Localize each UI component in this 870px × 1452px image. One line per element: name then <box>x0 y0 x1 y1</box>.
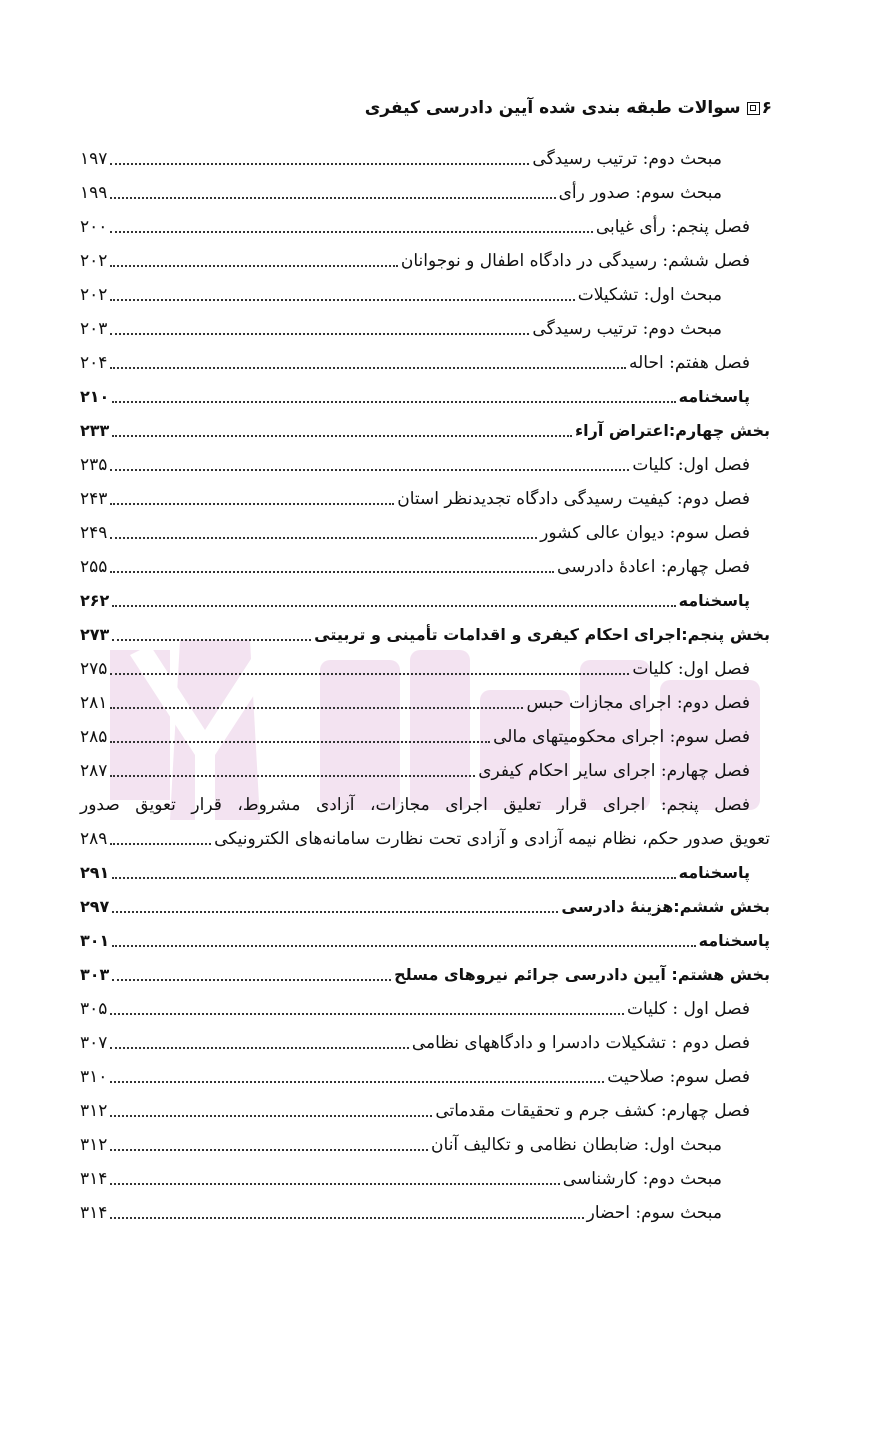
toc-entry[interactable]: فصل سوم: دیوان عالی کشور ۲۴۹ <box>80 523 750 543</box>
toc-entry[interactable]: فصل اول: کلیات ۲۳۵ <box>80 455 750 475</box>
toc-entry[interactable]: فصل اول : کلیات ۳۰۵ <box>80 999 750 1019</box>
toc-entry[interactable]: فصل سوم: اجرای محکومیتهای مالی ۲۸۵ <box>80 727 750 747</box>
toc-entry[interactable]: فصل ششم: رسیدگی در دادگاه اطفال و نوجوانان ۲۰۲ <box>80 251 750 271</box>
toc-entry[interactable]: پاسخنامه ۲۱۰ <box>80 387 750 406</box>
toc-entry[interactable]: بخش چهارم:اعتراض آراء ۲۳۳ <box>80 421 770 440</box>
toc-entry[interactable]: مبحث دوم: ترتیب رسیدگی ۱۹۷ <box>80 149 722 169</box>
toc-entry[interactable]: بخش ششم:هزینهٔ دادرسی ۲۹۷ <box>80 897 770 916</box>
book-title: سوالات طبقه بندی شده آیین دادرسی کیفری <box>364 98 741 118</box>
toc-entry[interactable]: بخش پنجم:اجرای احکام کیفری و اقدامات تأمینی و تربیتی ۲۷۳ <box>80 625 770 644</box>
toc-entry[interactable]: فصل چهارم: اعادهٔ دادرسی ۲۵۵ <box>80 557 750 577</box>
toc-entry[interactable]: فصل هفتم: احاله ۲۰۴ <box>80 353 750 373</box>
toc-entry[interactable]: پاسخنامه ۲۹۱ <box>80 863 750 882</box>
page-number: ۶ <box>761 98 772 118</box>
toc-entry[interactable]: مبحث سوم: احضار ۳۱۴ <box>80 1203 722 1223</box>
toc-entry[interactable]: بخش هشتم: آیین دادرسی جرائم نیروهای مسلح ۳۰۳ <box>80 965 770 984</box>
toc-entry[interactable]: فصل چهارم: اجرای سایر احکام کیفری ۲۸۷ <box>80 761 750 781</box>
toc-entry-wrapped-line-2[interactable]: تعویق صدور حکم، نظام نیمه آزادی و آزادی تحت نظارت سامانه‌های الکترونیکی ۲۸۹ <box>80 829 770 849</box>
toc-entry-wrapped-line-1[interactable]: فصل پنجم: اجرای قرار تعلیق اجرای مجازات، آزادی مشروط، قرار تعویق صدور <box>80 795 750 815</box>
toc-entry[interactable]: فصل پنجم: رأی غیابی ۲۰۰ <box>80 217 750 237</box>
toc-entry[interactable]: پاسخنامه ۲۶۲ <box>80 591 750 610</box>
table-of-contents <box>80 137 770 1225</box>
toc-entry[interactable]: فصل دوم: کیفیت رسیدگی دادگاه تجدیدنظر استان ۲۴۳ <box>80 489 750 509</box>
running-header <box>365 98 772 118</box>
toc-entry[interactable]: مبحث سوم: صدور رأی ۱۹۹ <box>80 183 722 203</box>
toc-entry[interactable]: پاسخنامه ۳۰۱ <box>80 931 770 950</box>
toc-entry[interactable]: مبحث اول: تشکیلات ۲۰۲ <box>80 285 722 305</box>
toc-entry[interactable]: مبحث دوم: کارشناسی ۳۱۴ <box>80 1169 722 1189</box>
toc-entry[interactable]: مبحث اول: ضابطان نظامی و تکالیف آنان ۳۱۲ <box>80 1135 722 1155</box>
toc-entry[interactable]: مبحث دوم: ترتیب رسیدگی ۲۰۳ <box>80 319 722 339</box>
toc-entry[interactable]: فصل چهارم: کشف جرم و تحقیقات مقدماتی ۳۱۲ <box>80 1101 750 1121</box>
ornament-square-icon <box>747 102 760 115</box>
toc-entry[interactable]: فصل اول: کلیات ۲۷۵ <box>80 659 750 679</box>
toc-entry[interactable]: فصل دوم: اجرای مجازات حبس ۲۸۱ <box>80 693 750 713</box>
toc-entry[interactable]: فصل سوم: صلاحیت ۳۱۰ <box>80 1067 750 1087</box>
toc-entry[interactable]: فصل دوم : تشکیلات دادسرا و دادگاههای نظامی ۳۰۷ <box>80 1033 750 1053</box>
